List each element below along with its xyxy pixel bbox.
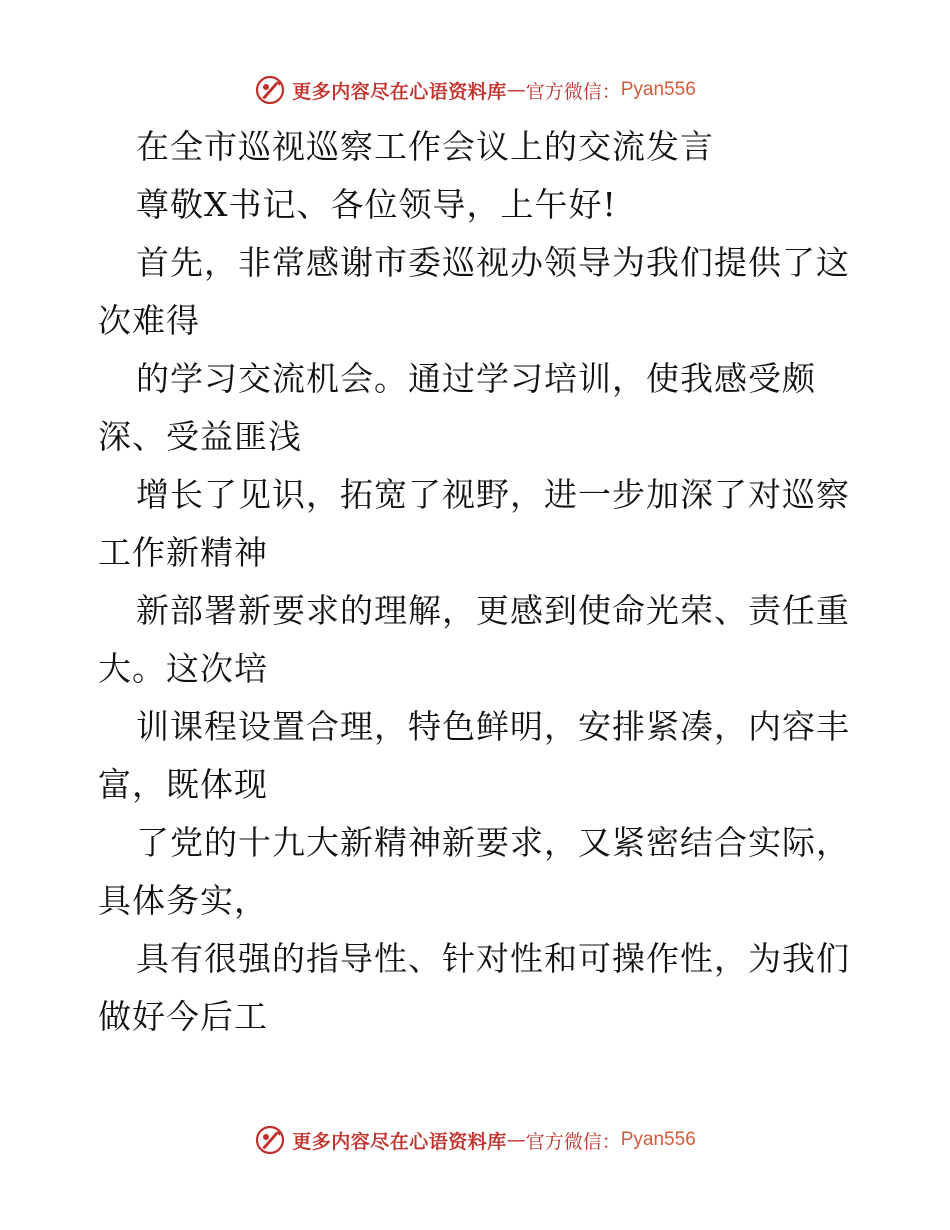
banner-wechat-id: Pyan556 — [620, 1129, 696, 1150]
paragraph-line: 次难得 — [98, 301, 200, 340]
paragraph-line: 的学习交流机会。通过学习培训，使我感受颇 — [136, 359, 816, 398]
paragraph-line: 具体务实， — [98, 881, 268, 920]
paragraph-line: 增长了见识，拓宽了视野，进一步加深了对巡察 — [136, 475, 850, 514]
salutation: 尊敬X书记、各位领导，上午好! — [136, 185, 617, 224]
document-title: 在全市巡视巡察工作会议上的交流发言 — [136, 127, 714, 166]
paragraph-line: 大。这次培 — [98, 649, 268, 688]
paragraph-line: 了党的十九大新精神新要求，又紧密结合实际， — [136, 823, 850, 862]
banner-title: 更多内容尽在心语资料库 — [292, 1130, 507, 1153]
paragraph-line: 深、受益匪浅 — [98, 417, 302, 456]
paragraph-line: 工作新精神 — [98, 533, 268, 572]
paragraph-line: 训课程设置合理，特色鲜明，安排紧凑，内容丰 — [136, 707, 850, 746]
banner-separator: — — [506, 1129, 526, 1151]
paragraph-line: 做好今后工 — [98, 997, 268, 1036]
banner-title: 更多内容尽在心语资料库 — [292, 80, 507, 103]
header-watermark-banner — [0, 70, 950, 110]
paragraph-line: 新部署新要求的理解，更感到使命光荣、责任重 — [136, 591, 850, 630]
quill-logo-icon — [254, 1124, 286, 1156]
banner-wechat-label: 官方微信： — [525, 80, 621, 103]
quill-logo-icon — [254, 74, 286, 106]
footer-watermark-banner — [0, 1120, 950, 1160]
banner-wechat-label: 官方微信： — [525, 1130, 621, 1153]
paragraph-line: 首先，非常感谢市委巡视办领导为我们提供了这 — [136, 243, 850, 282]
banner-wechat-id: Pyan556 — [620, 79, 696, 100]
banner-separator: — — [506, 79, 526, 101]
paragraph-line: 具有很强的指导性、针对性和可操作性，为我们 — [136, 939, 850, 978]
paragraph-line: 富，既体现 — [98, 765, 268, 804]
document-body — [98, 118, 858, 1046]
